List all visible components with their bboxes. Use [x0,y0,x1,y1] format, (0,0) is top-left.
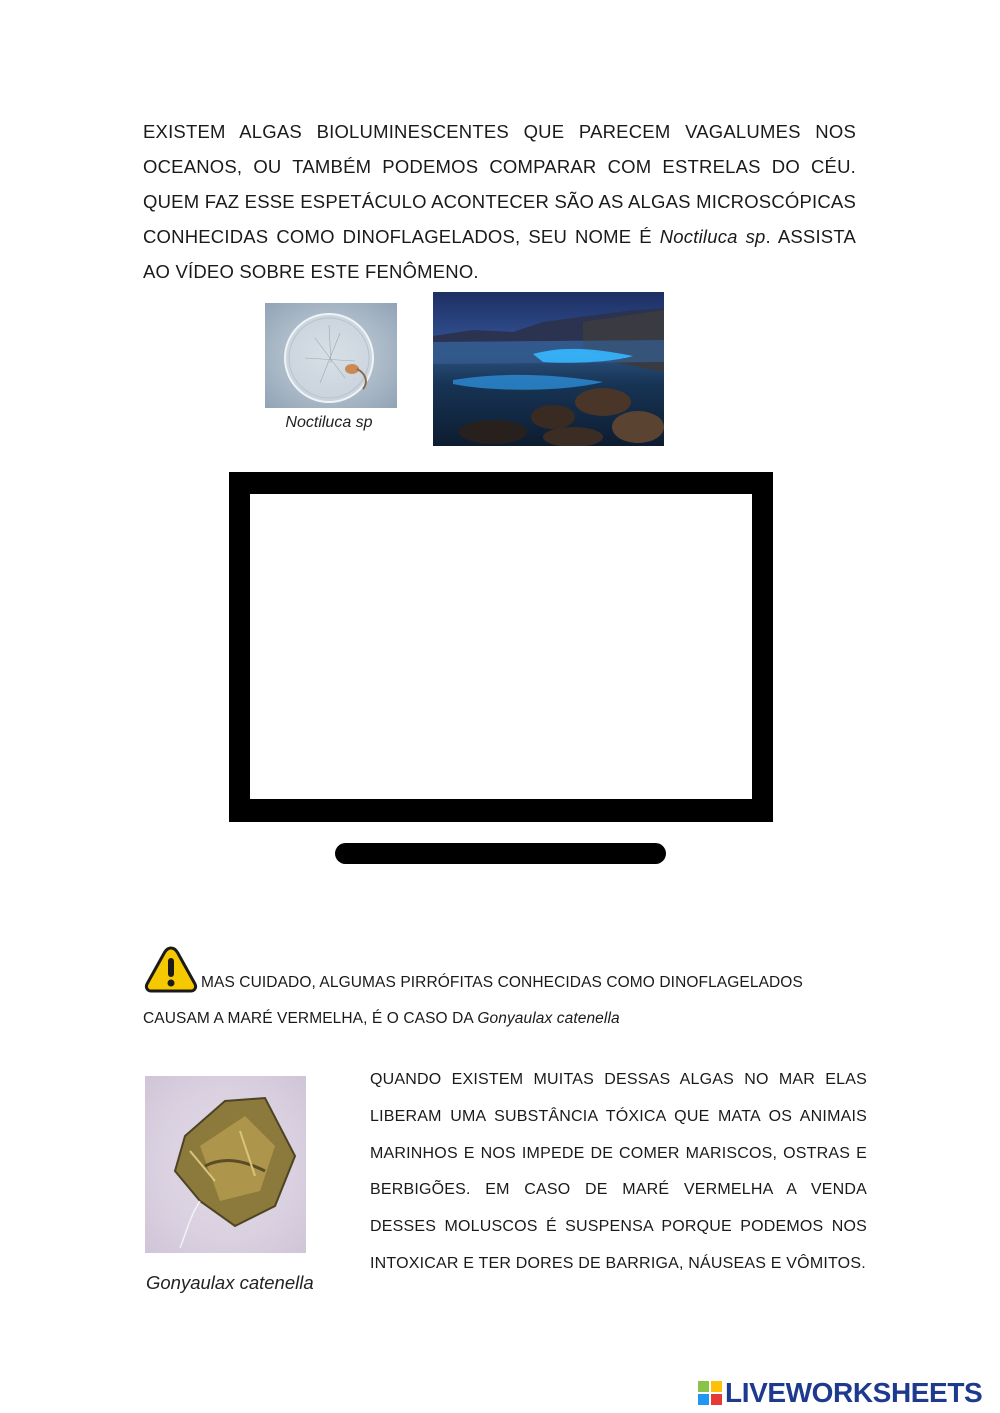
liveworksheets-logo [698,1378,982,1408]
intro-text: EXISTEM ALGAS BIOLUMINESCENTES QUE PARECEM VAGALUMES NOS OCEANOS, OU TAMBÉM PODEMOS COMPARAR COM ESTRELAS DO CÉU. QUEM FAZ ESSE ESPETÁCULO ACONTECER SÃO AS ALGAS MICROSCÓPICAS CONHECIDAS COMO DINOFLAGELADOS, SEU NOME É [143,121,856,247]
logo-mark-icon [698,1381,722,1405]
warning-icon [144,945,198,994]
warning-line-2 [143,1010,620,1028]
intro-paragraph [143,114,856,289]
intro-species: Noctiluca sp [659,226,766,247]
description-line: BERBIGÕES. EM CASO DE MARÉ VERMELHA A VENDA [370,1181,867,1199]
logo-text: LIVEWORKSHEETS [725,1377,983,1408]
description-line: QUANDO EXISTEM MUITAS DESSAS ALGAS NO MAR ELAS [370,1071,867,1088]
bioluminescence-photo [433,292,664,446]
noctiluca-caption: Noctiluca sp [285,414,373,431]
gonyaulax-image [145,1076,306,1253]
video-screen[interactable] [250,494,752,799]
warning-line-1: MAS CUIDADO, ALGUMAS PIRRÓFITAS CONHECIDAS COMO DINOFLAGELADOS [201,974,803,991]
gonyaulax-caption: Gonyaulax catenella [146,1272,314,1293]
description-line: DESSES MOLUSCOS É SUSPENSA PORQUE PODEMOS NOS [370,1218,867,1236]
description-line: LIBERAM UMA SUBSTÂNCIA TÓXICA QUE MATA OS ANIMAIS [370,1107,867,1125]
monitor-stand [335,843,666,864]
red-tide-description [370,1062,867,1283]
noctiluca-image [265,303,397,408]
warning-line-2-text: CAUSAM A MARÉ VERMELHA, É O CASO DA [143,1010,478,1027]
warning-species: Gonyaulax catenella [477,1010,620,1027]
description-line: INTOXICAR E TER DORES DE BARRIGA, NÁUSEAS E VÔMITOS. [370,1254,866,1272]
description-line: MARINHOS E NOS IMPEDE DE COMER MARISCOS, OSTRAS E [370,1144,867,1162]
intro-text-end: . ASSISTA AO VÍDEO SOBRE ESTE FENÔMENO. [143,226,856,282]
